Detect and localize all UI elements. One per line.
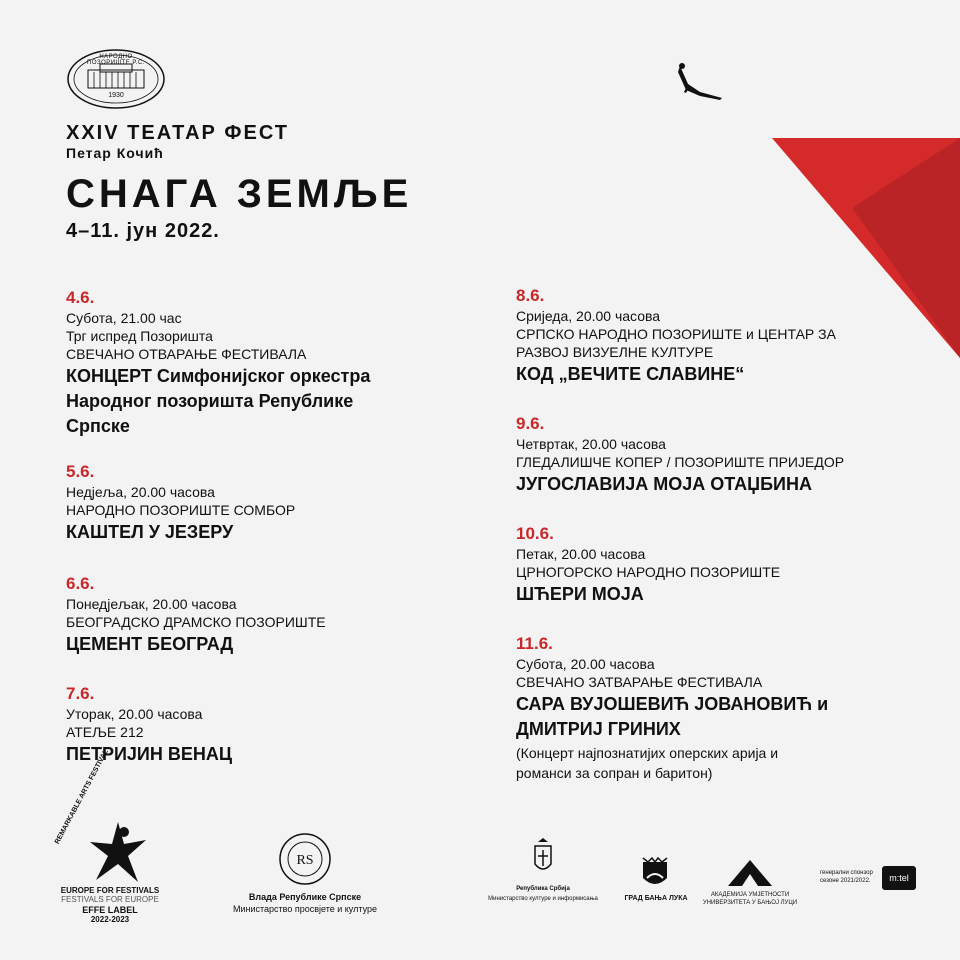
event-date: 7.6. <box>66 684 95 703</box>
event-right-0 <box>516 286 936 386</box>
event-info-line: Недјеља, 20.00 часова <box>66 484 215 500</box>
effe-line-3: EFFE LABEL <box>82 905 138 915</box>
event-info-line: СВЕЧАНО ЗАТВАРАЊЕ ФЕСТИВАЛА <box>516 674 763 690</box>
serbia-logo <box>488 838 598 918</box>
mtel-logo: m:tel <box>882 866 916 890</box>
event-left-1 <box>66 462 486 544</box>
event-title: ДМИТРИЈ ГРИНИХ <box>516 719 681 739</box>
effe-arc-text: REMARKABLE ARTS FESTIVAL <box>54 748 110 846</box>
event-date: 8.6. <box>516 286 545 305</box>
star-figure-icon <box>88 820 148 884</box>
banja-luka-coat-of-arms-icon <box>640 856 670 890</box>
event-title: Српске <box>66 416 130 436</box>
festival-name: XXIV ТЕАТАР ФЕСТ <box>66 122 290 144</box>
event-info-line: Сриједа, 20.00 часова <box>516 308 661 324</box>
event-date: 10.6. <box>516 524 554 543</box>
event-right-2 <box>516 524 936 606</box>
event-title: ЈУГОСЛАВИЈА МОЈА ОТАЏБИНА <box>516 474 812 494</box>
event-info-line: АТЕЉЕ 212 <box>66 724 144 740</box>
serbia-line-2: Министарство културе и информисања <box>488 896 598 902</box>
event-right-1 <box>516 414 936 496</box>
page-title: СНАГА ЗЕМЉЕ <box>66 172 413 216</box>
sponsor-line-1: генерални спонзор <box>820 870 873 876</box>
event-left-2 <box>66 574 486 656</box>
event-title: ПЕТРИЈИН ВЕНАЦ <box>66 744 232 764</box>
event-date: 9.6. <box>516 414 545 433</box>
event-info-line: НАРОДНО ПОЗОРИШТЕ СОМБОР <box>66 502 296 518</box>
event-info-line: БЕОГРАДСКО ДРАМСКО ПОЗОРИШТЕ <box>66 614 326 630</box>
serbia-coat-of-arms-icon <box>530 838 556 878</box>
academy-line-2: УНИВЕРЗИТЕТА У БАЊОЈ ЛУЦИ <box>702 900 798 906</box>
event-info-line: СРПСКО НАРОДНО ПОЗОРИШТЕ и ЦЕНТАР ЗА <box>516 326 836 342</box>
event-title: ЦЕМЕНТ БЕОГРАД <box>66 634 234 654</box>
event-info-line: Уторак, 20.00 часова <box>66 706 203 722</box>
festival-subtitle: Петар Кочић <box>66 145 164 161</box>
event-info-line: РАЗВОЈ ВИЗУЕЛНЕ КУЛТУРЕ <box>516 344 714 360</box>
diver-figure-icon <box>670 62 726 106</box>
event-note: романси за сопран и баритон) <box>516 765 713 781</box>
event-info-line: ГЛЕДАЛИШЧЕ КОПЕР / ПОЗОРИШТЕ ПРИЈЕДОР <box>516 454 845 470</box>
theatre-logo <box>66 48 166 110</box>
event-title: САРА ВУЈОШЕВИЋ ЈОВАНОВИЋ и <box>516 694 829 714</box>
effe-line-4: 2022-2023 <box>90 915 130 924</box>
event-title: КАШТЕЛ У ЈЕЗЕРУ <box>66 522 234 542</box>
government-logo <box>220 832 390 922</box>
event-info-line: Понедјељак, 20.00 часова <box>66 596 237 612</box>
event-right-3 <box>516 634 936 783</box>
academy-logo <box>700 860 800 910</box>
event-title: Народног позоришта Републике <box>66 391 354 411</box>
event-info-line: ЦРНОГОРСКО НАРОДНО ПОЗОРИШТЕ <box>516 564 781 580</box>
effe-line-2: FESTIVALS FOR EUROPE <box>61 895 159 904</box>
event-date: 5.6. <box>66 462 95 481</box>
logo-top-text: НАРОДНО ПОЗОРИШТЕ Р.С. <box>87 54 145 66</box>
event-title: КОД „ВЕЧИТЕ СЛАВИНЕ“ <box>516 364 745 384</box>
event-title: ШЋЕРИ МОЈА <box>516 584 644 604</box>
event-info-line: СВЕЧАНО ОТВАРАЊЕ ФЕСТИВАЛА <box>66 346 307 362</box>
event-info-line: Трг испред Позоришта <box>66 328 213 344</box>
svg-text:RS: RS <box>296 853 314 868</box>
logo-year: 1930 <box>108 92 124 99</box>
sponsor-block <box>820 866 930 902</box>
republic-seal-icon <box>278 832 332 886</box>
event-info-line: Четвртак, 20.00 часова <box>516 436 666 452</box>
academy-line-1: АКАДЕМИЈА УМЈЕТНОСТИ <box>710 892 790 898</box>
event-left-3 <box>66 684 486 766</box>
event-date: 6.6. <box>66 574 95 593</box>
event-info-line: Петак, 20.00 часова <box>516 546 646 562</box>
banja-luka-logo <box>616 856 696 906</box>
effe-label-logo <box>54 748 160 926</box>
banja-luka-line-1: ГРАД БАЊА ЛУКА <box>624 895 688 902</box>
government-line-2: Министарство просвјете и културе <box>232 904 377 914</box>
government-line-1: Влада Републике Српске <box>248 892 362 902</box>
serbia-line-1: Република Србија <box>516 886 570 892</box>
event-date: 4.6. <box>66 288 95 307</box>
effe-line-1: EUROPE FOR FESTIVALS <box>60 886 160 895</box>
academy-mountain-icon <box>728 860 772 886</box>
event-info-line: Субота, 20.00 часова <box>516 656 655 672</box>
event-date: 11.6. <box>516 634 553 653</box>
event-left-0 <box>66 288 486 438</box>
event-title: КОНЦЕРТ Симфонијског оркестра <box>66 366 371 386</box>
event-note: (Концерт најпознатијих оперских арија и <box>516 745 779 761</box>
event-info-line: Субота, 21.00 час <box>66 310 182 326</box>
sponsor-line-2: сезоне 2021/2022. <box>820 878 871 884</box>
festival-dates: 4–11. јун 2022. <box>66 220 220 242</box>
